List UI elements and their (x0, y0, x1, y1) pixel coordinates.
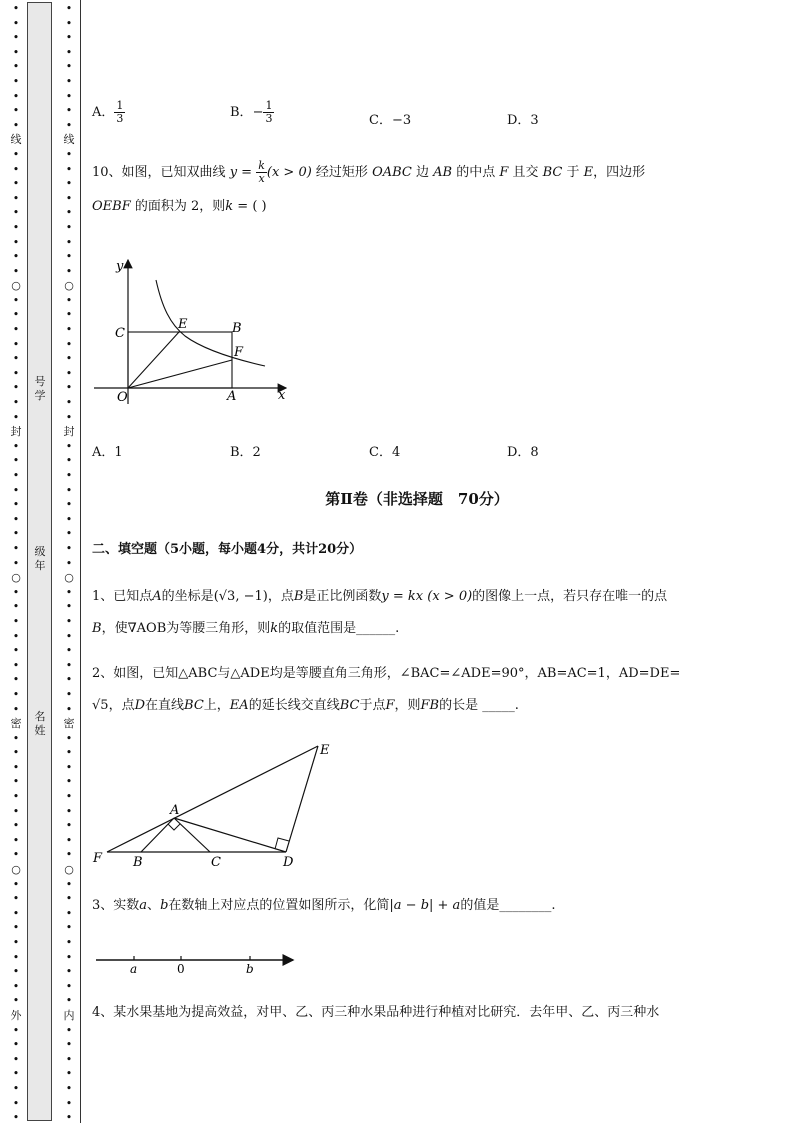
label-c: C (115, 326, 125, 341)
fill-q2: 2、如图，已知△ABC与△ADE均是等腰直角三角形，∠BAC=∠ADE=90°，AB=AC=1，AD=DE= √5，点D在直线BC上，EA的延长线交直线BC于点F，则FB的长是 _____. (92, 666, 681, 713)
outer-dot-column: • • • • • • • • • 线 • • • • • • • • • ○ • • • • • • • • • 封 • • • • • • • • • ○ • • • • • • • • • 密 • • • • • • • • • ○ • • • • • • • • • 外 • • • • • • • (10, 2, 22, 1125)
segment-oe (128, 332, 179, 388)
fill-q1: 1、已知点A的坐标是(√3, −1)，点B是正比例函数y = kx (x > 0)的图像上一点，若只存在唯一的点 B，使∇AOB为等腰三角形，则k的取值范围是______. (92, 589, 668, 636)
q10-option-a: A．1 (92, 445, 123, 460)
axis-label-a: a (130, 962, 138, 976)
hyperbola-curve (156, 280, 265, 366)
q9-option-c: C．−3 (369, 113, 412, 128)
q9-option-d: D．3 (507, 113, 539, 128)
label-x: x (278, 388, 286, 403)
segment-of (128, 360, 232, 388)
axis-label-b: b (246, 962, 254, 976)
axis-label-zero: 0 (177, 962, 185, 976)
label-f: F (234, 345, 244, 360)
line-ad (174, 818, 286, 852)
q10-figure (90, 252, 300, 412)
fill-q2-figure (90, 738, 350, 873)
q9-option-b: B．− $\frac{1}{3}$ (230, 99, 273, 125)
part-ii-heading: 二、填空题（5小题，每小题4分，共计20分） (92, 542, 363, 557)
label-name: 名姓 (34, 710, 46, 737)
number-line (90, 948, 305, 980)
line-fe (107, 746, 318, 852)
right-angle-a (168, 824, 180, 830)
label-o: O (117, 390, 128, 405)
fill-q3: 3、实数a、b在数轴上对应点的位置如图所示，化简|a − b| + a的值是________. (92, 898, 556, 913)
q10-option-c: C．4 (369, 445, 401, 460)
line-ab (141, 818, 174, 852)
inner-dot-column: • • • • • • • • • 线 • • • • • • • • • ○ • • • • • • • • • 封 • • • • • • • • • ○ • • • • • • • • • 密 • • • • • • • • • ○ • • • • • • • • • 内 • • • • • • • (63, 2, 75, 1125)
label-student-id: 号学 (34, 375, 46, 402)
label-d: D (283, 855, 294, 870)
q9-option-a: A． $\frac{1}{3}$ (92, 99, 124, 125)
margin-divider-line (80, 0, 81, 1123)
fill-q4: 4、某水果基地为提高效益，对甲、乙、丙三种水果品种进行种植对比研究．去年甲、乙、丙三种水 (92, 1005, 660, 1020)
label-y: y (116, 259, 124, 274)
q10-text: 10、如图，已知双曲线 y = $\frac{k}{x}$ (x > 0) 经过矩形 OABC 边 AB 的中点 F 且交 BC 于 E，四边形 OEBF 的面积为 2，则k = ( ) (92, 159, 646, 214)
label-c: C (211, 855, 221, 870)
section-ii-title: 第Ⅱ卷（非选择题 70分） (325, 490, 509, 508)
q10-option-d: D．8 (507, 445, 539, 460)
label-a: A (227, 389, 237, 404)
label-f: F (93, 851, 103, 866)
label-e: E (178, 317, 188, 332)
label-e: E (320, 743, 330, 758)
binding-margin (0, 0, 90, 1123)
q10-option-b: B．2 (230, 445, 261, 460)
label-b: B (133, 855, 143, 870)
rectangle-oabc (128, 332, 232, 388)
label-a: A (170, 803, 180, 818)
line-ed (286, 746, 318, 852)
label-grade: 级年 (34, 545, 46, 572)
label-b: B (232, 321, 242, 336)
